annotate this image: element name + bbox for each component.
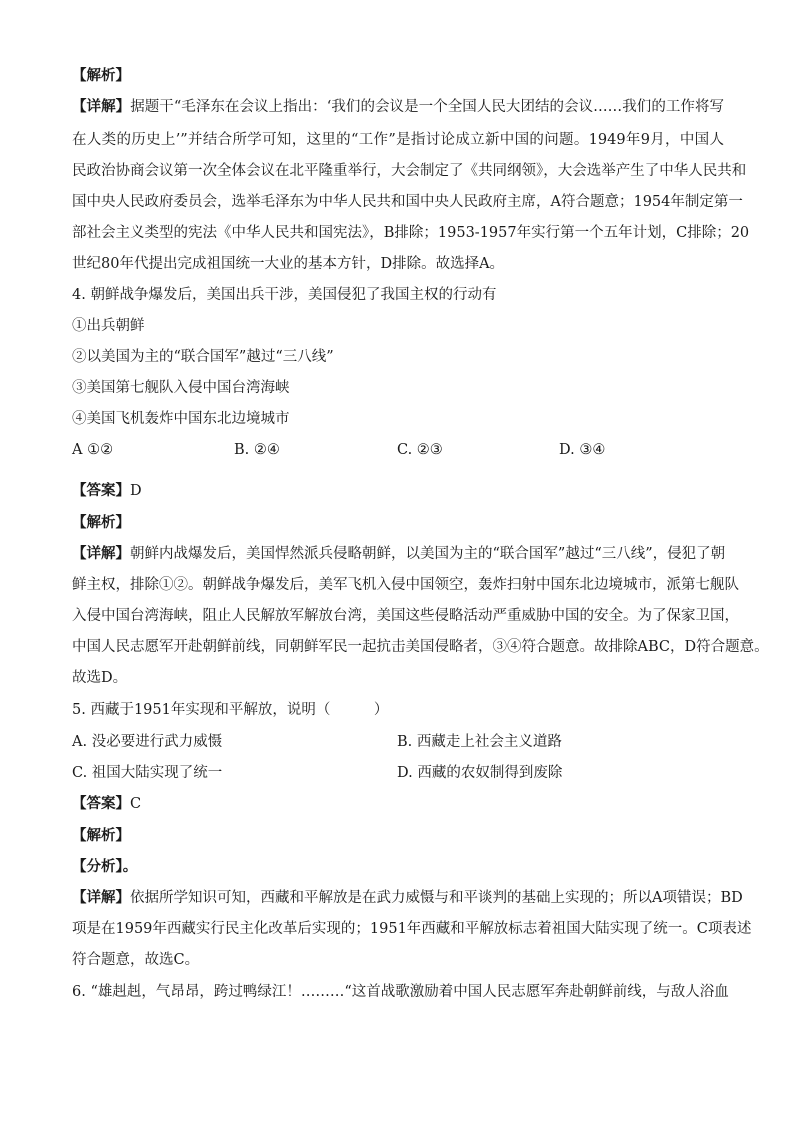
q4-option-c: C. ②③ [397, 442, 443, 458]
q4-option-b: B. ②④ [234, 442, 280, 458]
q5-option-a: A. 没必要进行武力威慑 [72, 734, 223, 750]
q5-answer: 【答案】C [72, 795, 142, 812]
q4-item-3: ③美国第七舰队入侵中国台湾海峡 [72, 380, 290, 396]
q3-detail-line-1: 【详解】据题干“毛泽东在会议上指出：‘我们的会议是一个全国人民大团结的会议……我们的工作将写 [72, 98, 724, 115]
q4-item-1: ①出兵朝鲜 [72, 318, 145, 334]
q5-fenxi: 【分析】。 [72, 858, 138, 875]
q3-detail-line-2: 在人类的历史上’”并结合所学可知，这里的“工作”是指讨论成立新中国的问题。1949年9月，中国人 [72, 132, 724, 148]
q3-detail-line-3: 民政治协商会议第一次全体会议在北平隆重举行，大会制定了《共同纲领》，大会选举产生了中华人民共和 [72, 163, 747, 179]
q4-answer: 【答案】D [72, 482, 142, 499]
q4-stem: 4. 朝鲜战争爆发后，美国出兵干涉，美国侵犯了我国主权的行动有 [72, 287, 497, 303]
q5-detail-line-2: 项是在1959年西藏实行民主化改革后实现的；1951年西藏和平解放标志着祖国大陆实现了统一。C项表述 [72, 921, 752, 937]
q5-option-c: C. 祖国大陆实现了统一 [72, 765, 223, 781]
q3-detail-line-6: 世纪80年代提出完成祖国统一大业的基本方针，D排除。故选择A。 [72, 256, 505, 272]
q5-option-d: D. 西藏的农奴制得到废除 [397, 765, 563, 781]
q4-detail-line-5: 故选D。 [72, 670, 128, 686]
q4-option-a: A ①② [72, 442, 114, 458]
q5-analysis-label: 【解析】 [72, 827, 130, 844]
q4-option-d: D. ③④ [559, 442, 606, 458]
q5-detail-line-3: 符合题意，故选C。 [72, 952, 200, 968]
q4-detail-line-1: 【详解】朝鲜内战爆发后，美国悍然派兵侵略朝鲜，以美国为主的“联合国军”越过“三八线”，侵犯了朝 [72, 545, 726, 562]
q4-detail-line-3: 入侵中国台湾海峡，阻止人民解放军解放台湾，美国这些侵略活动严重威胁中国的安全。为了保家卫国， [72, 608, 739, 624]
q4-analysis-label: 【解析】 [72, 514, 130, 531]
q5-detail-line-1: 【详解】依据所学知识可知，西藏和平解放是在武力威慑与和平谈判的基础上实现的；所以A项错误；BD [72, 889, 743, 906]
q4-item-4: ④美国飞机轰炸中国东北边境城市 [72, 411, 290, 427]
q5-option-b: B. 西藏走上社会主义道路 [397, 734, 562, 750]
q3-analysis-label: 【解析】 [72, 67, 130, 84]
q4-item-2: ②以美国为主的“联合国军”越过“三八线” [72, 349, 334, 365]
q3-detail-line-4: 国中央人民政府委员会，选举毛泽东为中华人民共和国中央人民政府主席，A符合题意；1954年制定第一 [72, 194, 743, 210]
q4-detail-line-4: 中国人民志愿军开赴朝鲜前线，同朝鲜军民一起抗击美国侵略者，③④符合题意。故排除ABC，D符合题意。 [72, 639, 769, 655]
q6-stem: 6. “雄赳赳，气昂昂，跨过鸭绿江！………“这首战歌激励着中国人民志愿军奔赴朝鲜前线，与敌人浴血 [72, 984, 729, 1000]
q3-detail-line-5: 部社会主义类型的宪法《中华人民共和国宪法》，B排除；1953-1957年实行第一个五年计划，C排除；20 [72, 225, 750, 241]
q4-detail-line-2: 鲜主权，排除①②。朝鲜战争爆发后，美军飞机入侵中国领空，轰炸扫射中国东北边境城市，派第七舰队 [72, 577, 739, 593]
q5-stem: 5. 西藏于1951年实现和平解放，说明（ ） [72, 702, 389, 718]
